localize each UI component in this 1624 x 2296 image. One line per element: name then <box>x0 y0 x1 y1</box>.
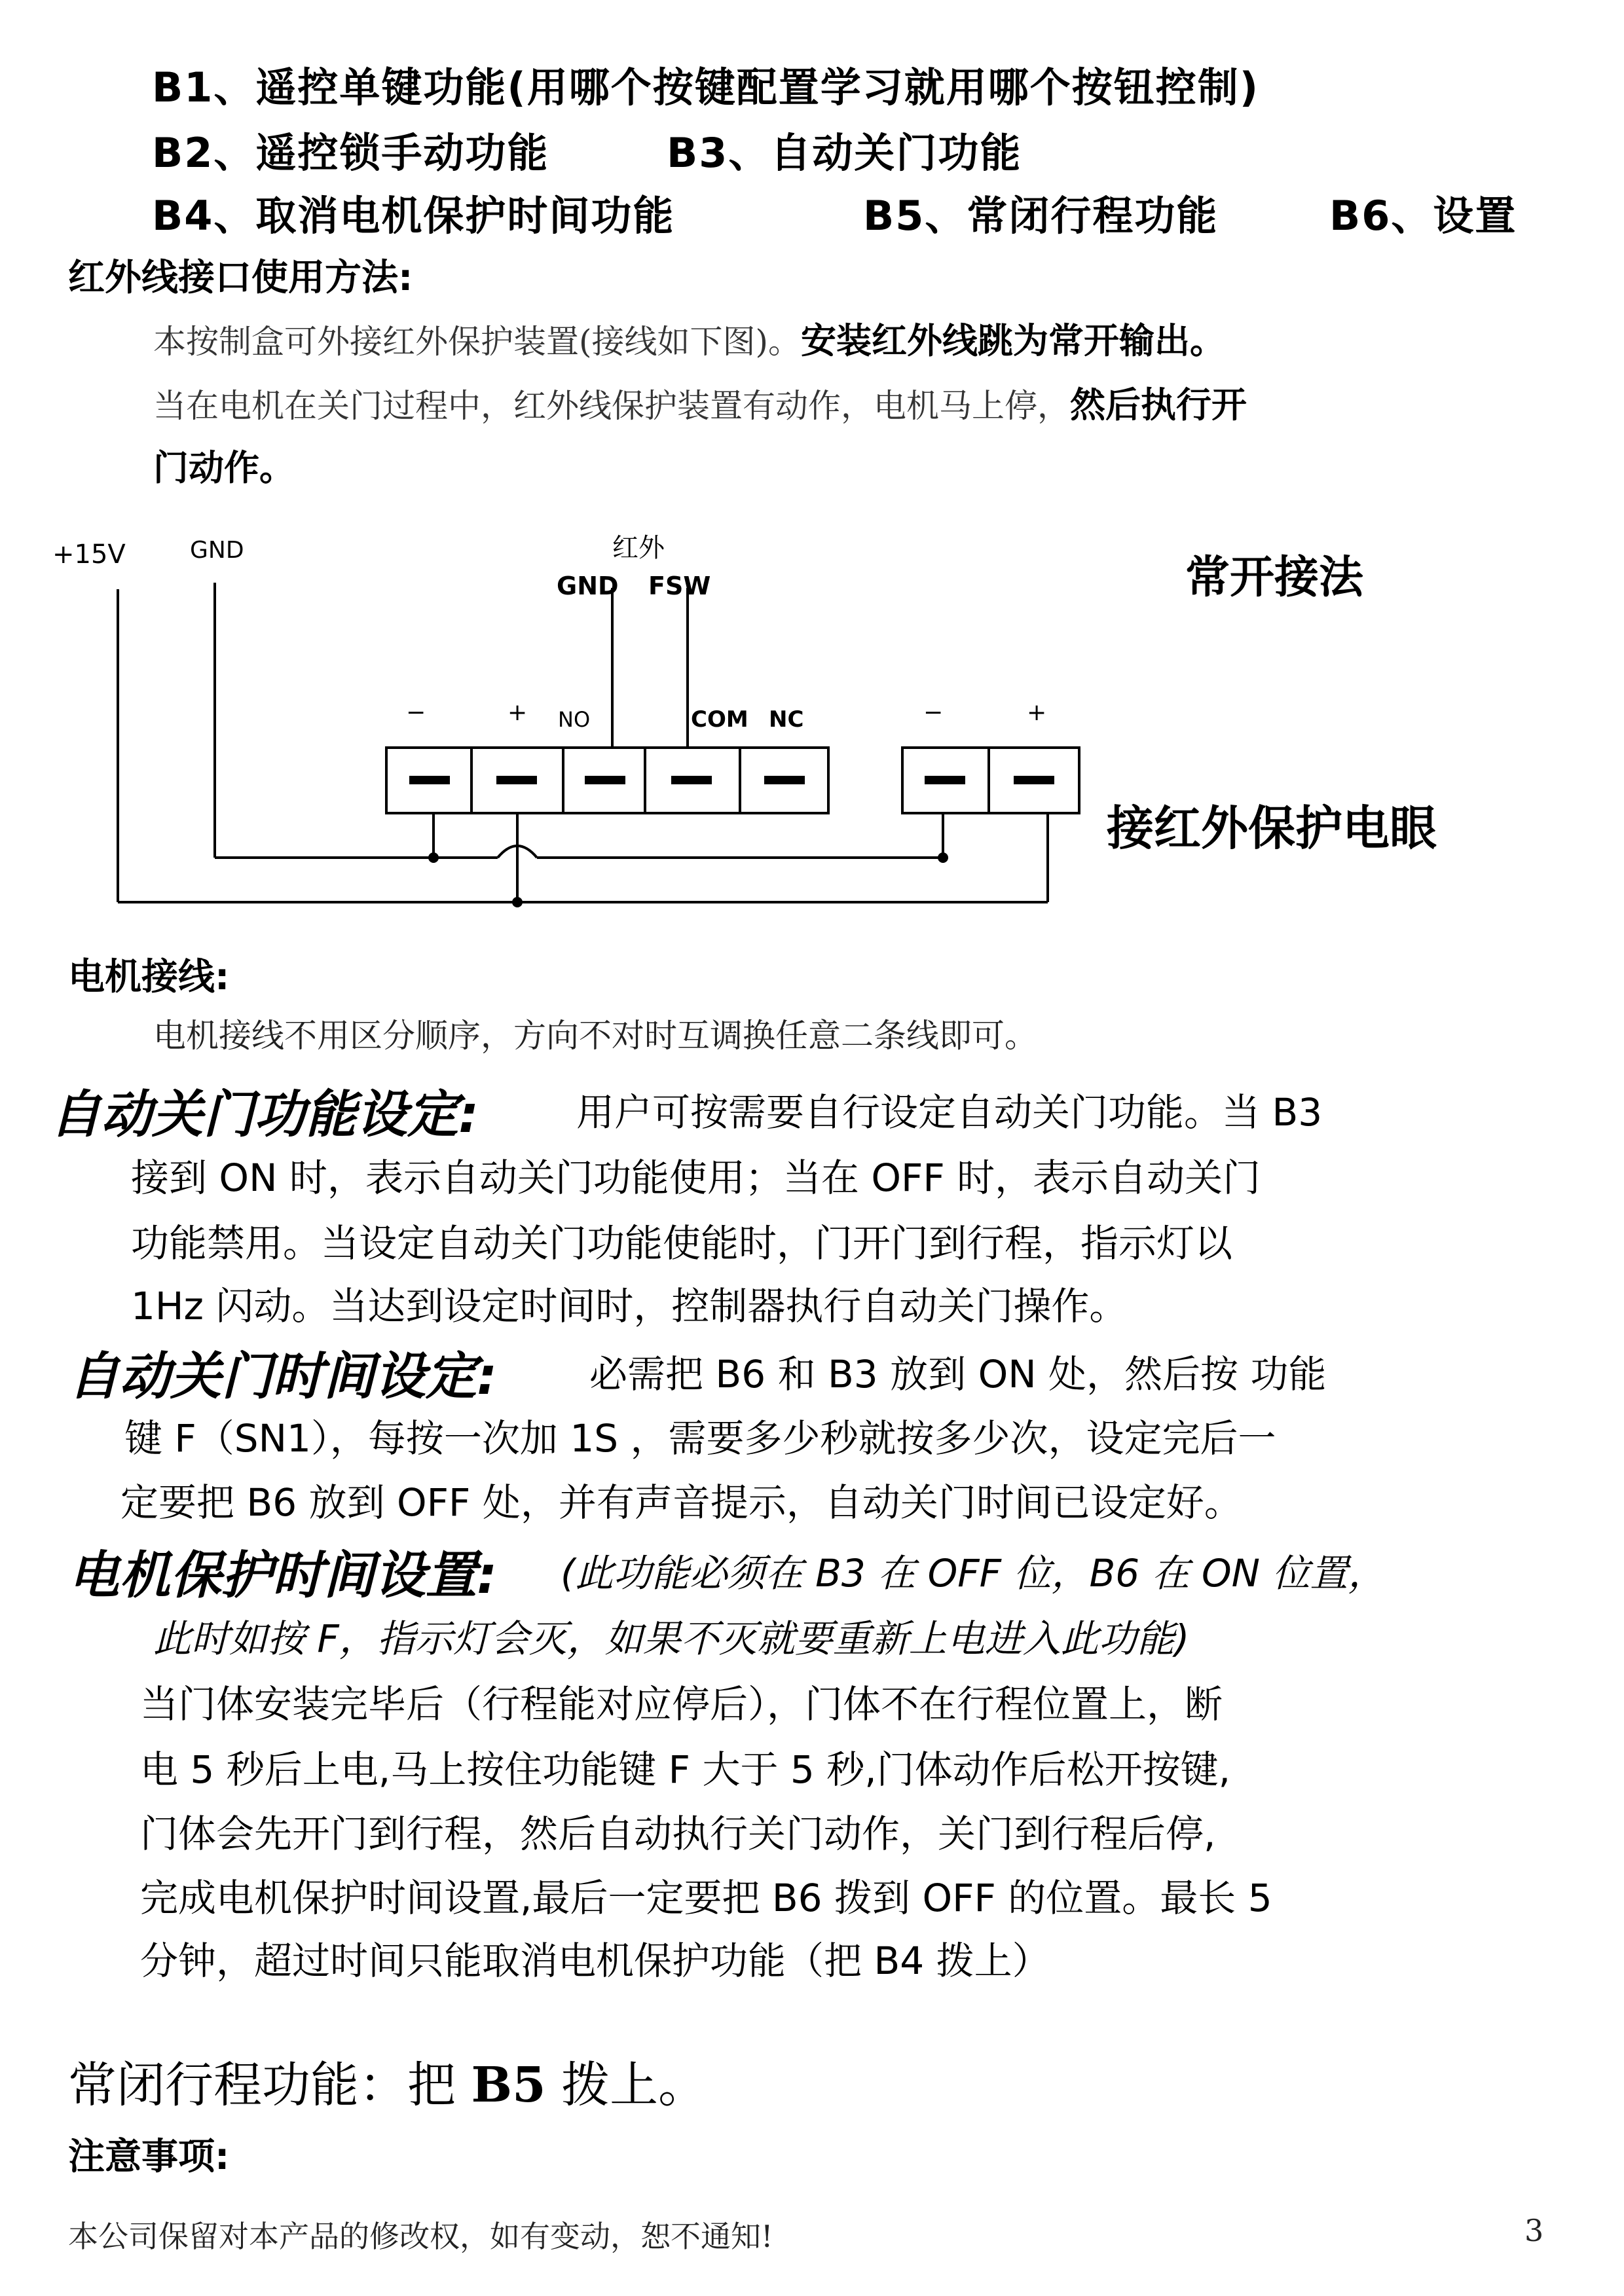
motor-protect-line: 门体会先开门到行程，然后自动执行关门动作，关门到行程后停, <box>140 1812 1216 1856</box>
label-gnd: GND <box>190 537 244 564</box>
dip-b3: B3、自动关门功能 <box>667 129 1022 177</box>
infrared-p1-bold: 安装红外线跳为常开输出。 <box>801 320 1226 361</box>
infrared-paragraph-3: 门动作。 <box>153 447 295 488</box>
auto-close-line: 1Hz 闪动。当达到设定时间时，控制器执行自动关门操作。 <box>131 1284 1128 1328</box>
infrared-p2-bold: 然后执行开 <box>1070 384 1247 426</box>
motor-protect-line: 电 5 秒后上电,马上按住功能键 F 大于 5 秒,门体动作后松开按键, <box>140 1747 1231 1792</box>
dip-b6: B6、设置 <box>1329 192 1517 240</box>
screw-slot <box>764 776 805 784</box>
motor-protect-note: (此功能必须在 B3 在 OFF 位，B6 在 ON 位置， <box>561 1551 1386 1595</box>
infrared-paragraph-2 <box>153 377 1247 428</box>
dip-b4: B4、取消电机保护时间功能 <box>152 192 675 240</box>
terminal-label: − <box>406 699 426 726</box>
label-ir-gnd: GND <box>557 572 619 600</box>
screw-slot <box>925 776 965 784</box>
terminal-label: NC <box>769 706 804 733</box>
page-number: 3 <box>1524 2213 1544 2248</box>
label-fsw: FSW <box>648 572 711 600</box>
label-15v: +15V <box>52 539 126 570</box>
infrared-heading: 红外线接口使用方法: <box>68 257 413 299</box>
auto-close-time-line: 必需把 B6 和 B3 放到 ON 处，然后按 功能 <box>589 1352 1327 1396</box>
screw-slot <box>409 776 450 784</box>
notes-heading: 注意事项: <box>68 2136 230 2178</box>
screw-slot <box>585 776 625 784</box>
motor-wiring-text: 电机接线不用区分顺序，方向不对时互调换任意二条线即可。 <box>153 1017 1037 1055</box>
auto-close-line: 接到 ON 时，表示自动关门功能使用；当在 OFF 时，表示自动关门 <box>131 1156 1261 1200</box>
terminal-label: + <box>507 699 528 726</box>
screw-slot <box>496 776 537 784</box>
auto-close-time-line: 定要把 B6 放到 OFF 处，并有声音提示，自动关门时间已设定好。 <box>120 1480 1242 1525</box>
terminal-label: − <box>923 699 944 726</box>
nc-limit-line <box>68 2047 707 2116</box>
label-ir: 红外 <box>612 533 665 563</box>
screw-slot <box>671 776 712 784</box>
terminal-label: COM <box>691 706 748 733</box>
auto-close-time-heading: 自动关门时间设定: <box>68 1347 498 1406</box>
motor-protect-heading: 电机保护时间设置: <box>68 1546 498 1605</box>
motor-wiring-heading: 电机接线: <box>68 956 230 998</box>
junction-dot <box>428 852 439 863</box>
dip-b1: B1、遥控单键功能(用哪个按键配置学习就用哪个按钮控制) <box>152 64 1260 111</box>
nc-limit-text-a: 常闭行程功能：把 <box>68 2057 471 2113</box>
terminal-label: + <box>1027 699 1047 726</box>
motor-protect-note: 此时如按 F，指示灯会灭，如果不灭就要重新上电进入此功能) <box>153 1616 1190 1661</box>
dip-b2: B2、遥控锁手动功能 <box>152 129 549 177</box>
infrared-p1-plain: 本按制盒可外接红外保护装置(接线如下图)。 <box>153 323 802 361</box>
motor-protect-line: 分钟，超过时间只能取消电机保护功能（把 B4 拨上） <box>140 1939 1050 1983</box>
motor-protect-line: 完成电机保护时间设置,最后一定要把 B6 拨到 OFF 的位置。最长 5 <box>140 1876 1272 1920</box>
footer-text: 本公司保留对本产品的修改权，如有变动，恕不通知! <box>68 2219 773 2254</box>
auto-close-line: 用户可按需要自行设定自动关门功能。当 B3 <box>576 1090 1323 1135</box>
auto-close-time-line: 键 F（SN1），每按一次加 1S ，需要多少秒就按多少次，设定完后一 <box>124 1416 1276 1461</box>
nc-limit-text-b: B5 <box>471 2057 546 2113</box>
auto-close-line: 功能禁用。当设定自动关门功能使能时，门开门到行程，指示灯以 <box>131 1221 1233 1266</box>
junction-dot <box>938 852 948 863</box>
auto-close-heading: 自动关门功能设定: <box>50 1085 479 1144</box>
motor-protect-line: 当门体安装完毕后（行程能对应停后），门体不在行程位置上，断 <box>140 1682 1223 1726</box>
junction-dot <box>512 897 523 907</box>
label-ir-eye: 接红外保护电眼 <box>1107 801 1437 856</box>
wiring-diagram <box>0 511 1624 943</box>
infrared-paragraph-1 <box>153 313 1225 363</box>
infrared-p2-plain: 当在电机在关门过程中，红外线保护装置有动作，电机马上停， <box>153 387 1070 425</box>
diagram-title: 常开接法 <box>1185 552 1364 604</box>
screw-slot <box>1014 776 1054 784</box>
dip-b5: B5、常闭行程功能 <box>863 192 1219 240</box>
nc-limit-text-c: 拨上。 <box>545 2057 707 2113</box>
terminal-label: NO <box>558 707 591 732</box>
